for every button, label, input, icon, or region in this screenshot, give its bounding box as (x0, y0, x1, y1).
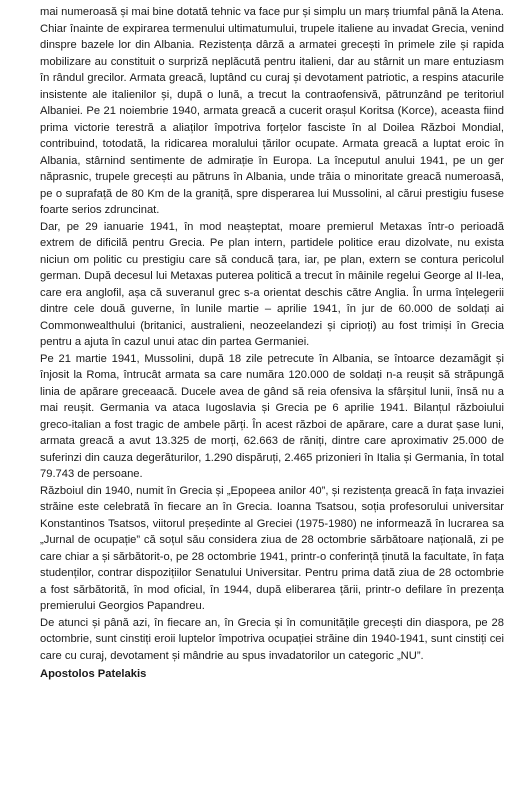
article-page (40, 0, 504, 800)
paragraph-commemoration: De atunci și până azi, în fiecare an, în Grecia și în comunitățile grecești din diaspora, pe 28 octombrie, sunt cinstiți eroii luptelor împotriva ocupației străine din 1940-1941, sunt cinstiți cei care cu curaj, devotament și mândrie au spus invadatorilor un categoric „NU”. (40, 616, 504, 662)
paragraph-mussolini: Pe 21 martie 1941, Mussolini, după 18 zile petrecute în Albania, se întoarce dezamăgit și înjosit la Roma, întrucât armata sa care număra 120.000 de soldați n-a reușit să străpungă linia de apărare greceaacă. Ducele avea de gând să reia ofensiva la sfârșitul lunii, însă nu a mai reușit. Germania va ataca Iugoslavia și Grecia pe 6 aprilie 1941. Bilanțul războiului greco-italian a fost tragic de ambele părți. În acest război de apărare, care a durat șase luni, armata greacă a avut 13.325 de morți, 62.663 de răniți, dintre care aproximativ 25.000 de suferinzi din cauza degerăturilor, 1.290 dispăruți, 2.465 prizonieri în Italia și Germania, în total 79.743 de persoane. (40, 352, 504, 480)
paragraph-metaxas: Dar, pe 29 ianuarie 1941, în mod neașteptat, moare premierul Metaxas într-o perioadă extrem de dificilă pentru Grecia. Pe plan intern, partidele politice erau dizolvate, nu exista niciun om politic cu prestigiu care să conducă țara, iar, pe plan, extern se contura pericolul german. După decesul lui Metaxas puterea politică a trecut în mâinile regelui George al II-lea, care era anglofil, așa că suveranul grec s-a orientat deschis către Anglia. În urma înțelegerii dintre cele două guverne, în lunile martie – aprilie 1941, în jur de 60.000 de soldați ai Commonwealthului (britanici, australieni, neozeelandezi și ciprioți) au fost trimiși în Grecia pentru a ajuta în cazul unui atac din partea Germaniei. (40, 220, 504, 348)
paragraph-intro-continuation: mai numeroasă și mai bine dotată tehnic va face pur și simplu un marș triumfal până la Atena. (40, 6, 504, 18)
paragraph-epopee: Războiul din 1940, numit în Grecia și „Epopeea anilor 40”, și rezistența greacă în fața invaziei străine este celebrată în fiecare an în Grecia. Ioanna Tsatsou, soția profesorului universitar Konstantinos Tsatsos, viitorul președinte al Greciei (1975-1980) ne informează în lucrarea sa „Jurnal de ocupație” că soțul său considera ziua de 28 octombrie sărbătoare națională, zi pe care chiar a și sărbătorit-o, pe 28 octombrie 1941, printr-o conferință ținută la facultate, în fața studenților, contrar dispozițiilor Senatului Universitar. Pentru prima dată ziua de 28 octombrie a fost sărbătorită, în mod oficial, în 1944, după eliberarea țării, printr-o defilare în prezența premierului Georgios Papandreu. (40, 484, 504, 612)
paragraph-invasion: Chiar înainte de expirarea termenului ultimatumului, trupele italiene au invadat Grecia, venind dinspre bazele lor din Albania. Rezistența dârză a armatei grecești în primele zile și rapida mobilizare au constituit o surpriză neplăcută pentru italieni, dar au stârnit un mare entuziasm în rândul grecilor. Armata greacă, luptând cu curaj și devotament patriotic, a respins atacurile insistente ale italienilor și, după o lună, a trecut la contraofensivă, pătrunzând pe teritoriul Albaniei. Pe 21 noiembrie 1940, armata greacă a cucerit orașul Koritsa (Korce), aceasta fiind prima victorie terestră a aliaților împotriva forțelor fasciste în al Doilea Război Mondial, contribuind, totodată, la ridicarea moralului țărilor ocupate. Armata greacă a luptat eroic în Albania, stârnind sentimente de admirație în Europa. La începutul anului 1941, pe un ger năprasnic, trupele grecești au pătruns în Albania, unde trăia o minoritate greacă numeroasă, pe o suprafață de 80 Km de la graniță, spre disperarea lui Mussolini, al cărui prestigiu fusese foarte serios zdruncinat. (40, 22, 504, 216)
author-signature: Apostolos Patelakis (40, 668, 147, 680)
